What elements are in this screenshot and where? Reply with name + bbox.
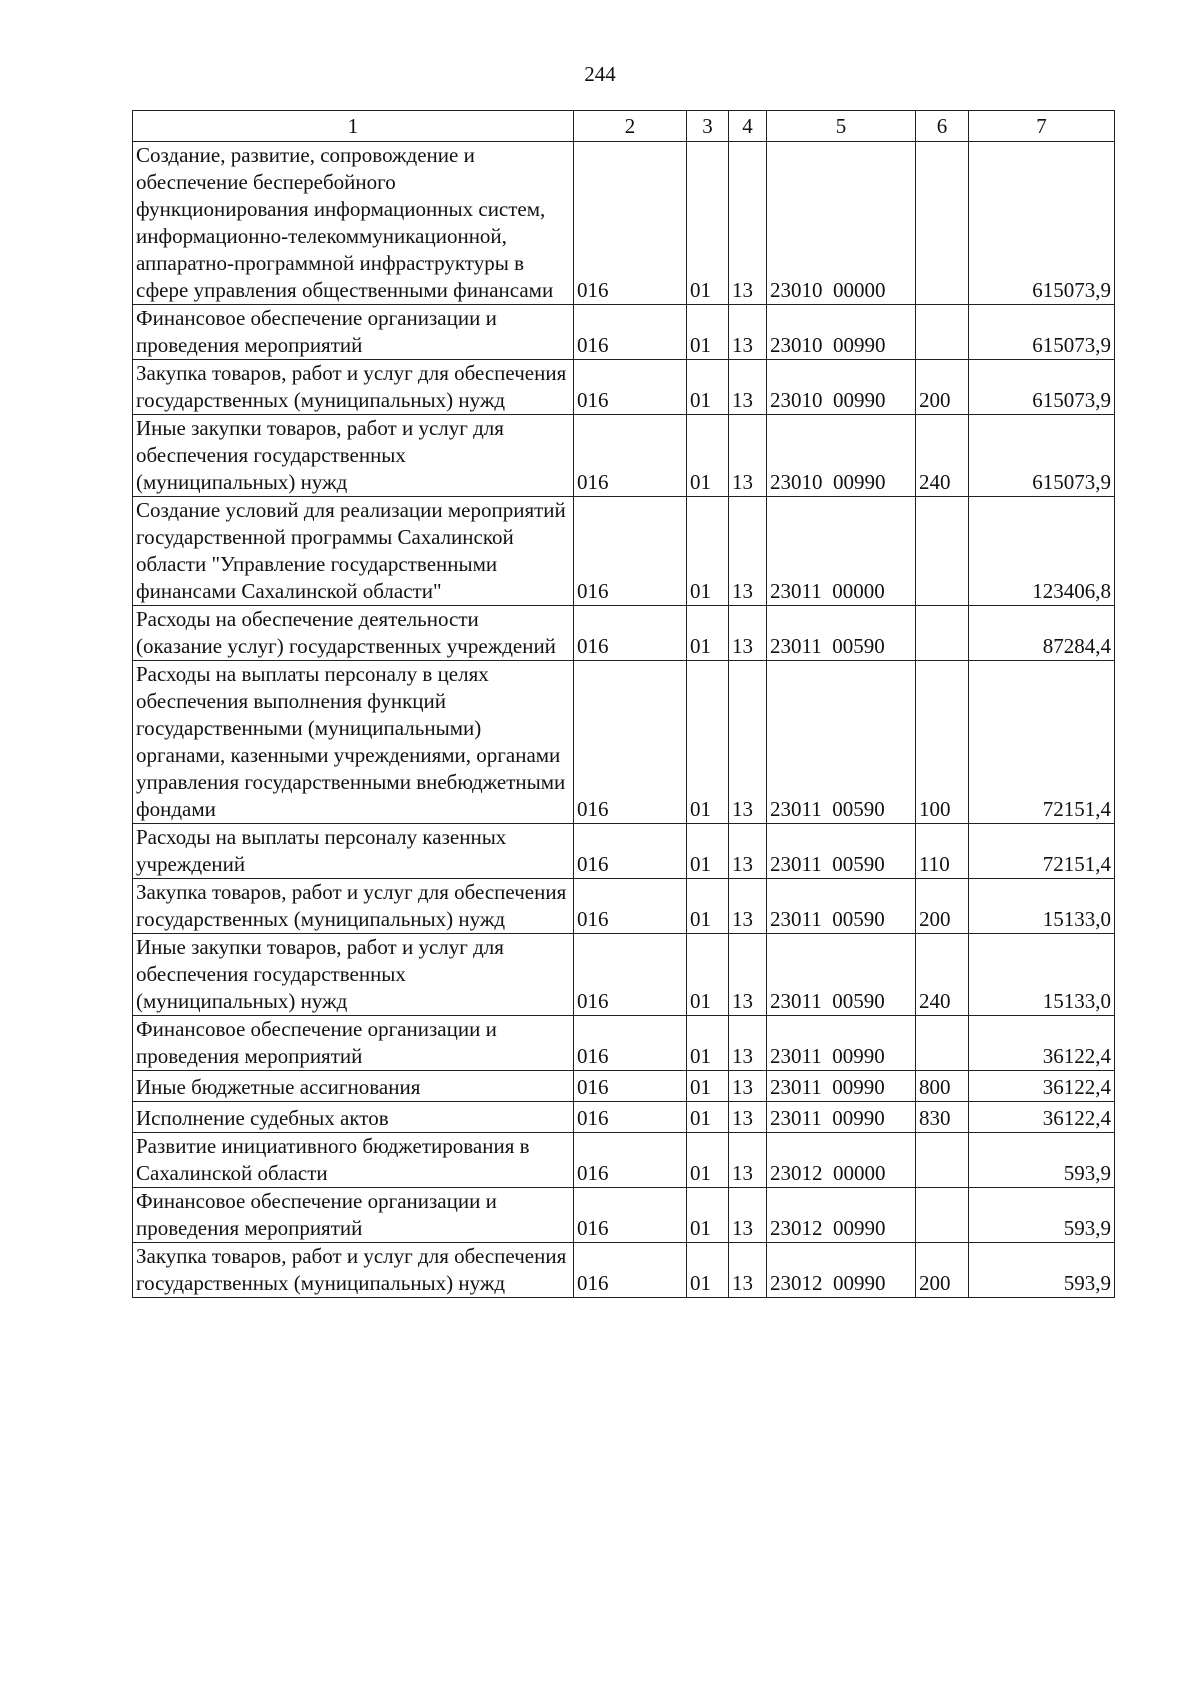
row-code-cell: 016 — [574, 415, 687, 497]
row-target-cell: 23010 00000 — [767, 142, 916, 305]
row-code-cell: 016 — [574, 934, 687, 1016]
row-section-cell: 01 — [687, 1071, 729, 1102]
header-col-7: 7 — [969, 111, 1115, 142]
row-name-cell: Иные бюджетные ассигнования — [133, 1071, 574, 1102]
row-subsection-cell: 13 — [729, 415, 767, 497]
table-row — [133, 305, 1115, 360]
row-type-cell: 110 — [916, 824, 969, 879]
row-target-cell: 23011 00990 — [767, 1071, 916, 1102]
table-row — [133, 1133, 1115, 1188]
row-section-cell: 01 — [687, 934, 729, 1016]
row-name-cell: Закупка товаров, работ и услуг для обеспечения государственных (муниципальных) нужд — [133, 879, 574, 934]
row-subsection-cell: 13 — [729, 879, 767, 934]
table-row — [133, 661, 1115, 824]
table-row — [133, 1071, 1115, 1102]
row-subsection-cell: 13 — [729, 360, 767, 415]
row-target-cell: 23010 00990 — [767, 415, 916, 497]
row-code-cell: 016 — [574, 142, 687, 305]
row-type-cell — [916, 497, 969, 606]
row-type-cell — [916, 142, 969, 305]
row-target-cell: 23010 00990 — [767, 305, 916, 360]
table-row — [133, 497, 1115, 606]
table-row — [133, 1016, 1115, 1071]
row-amount-cell: 36122,4 — [969, 1016, 1115, 1071]
row-code-cell: 016 — [574, 606, 687, 661]
row-subsection-cell: 13 — [729, 934, 767, 1016]
row-amount-cell: 72151,4 — [969, 824, 1115, 879]
row-amount-cell: 15133,0 — [969, 934, 1115, 1016]
table-row — [133, 142, 1115, 305]
row-subsection-cell: 13 — [729, 661, 767, 824]
row-section-cell: 01 — [687, 661, 729, 824]
row-target-cell: 23011 00590 — [767, 661, 916, 824]
table-row — [133, 1243, 1115, 1298]
row-name-cell: Иные закупки товаров, работ и услуг для обеспечения государственных (муниципальных) нужд — [133, 934, 574, 1016]
page-number: 244 — [584, 62, 616, 86]
header-col-3: 3 — [687, 111, 729, 142]
row-name-cell: Финансовое обеспечение организации и проведения мероприятий — [133, 1188, 574, 1243]
table-row — [133, 415, 1115, 497]
table-row — [133, 360, 1115, 415]
row-name-cell: Финансовое обеспечение организации и проведения мероприятий — [133, 305, 574, 360]
row-type-cell — [916, 305, 969, 360]
row-section-cell: 01 — [687, 606, 729, 661]
table-header-row — [133, 111, 1115, 142]
row-code-cell: 016 — [574, 305, 687, 360]
table-row — [133, 879, 1115, 934]
row-subsection-cell: 13 — [729, 1243, 767, 1298]
row-type-cell — [916, 1016, 969, 1071]
row-type-cell — [916, 606, 969, 661]
row-subsection-cell: 13 — [729, 1188, 767, 1243]
row-code-cell: 016 — [574, 497, 687, 606]
row-code-cell: 016 — [574, 1071, 687, 1102]
row-subsection-cell: 13 — [729, 142, 767, 305]
row-section-cell: 01 — [687, 415, 729, 497]
row-name-cell: Развитие инициативного бюджетирования в Сахалинской области — [133, 1133, 574, 1188]
row-subsection-cell: 13 — [729, 1133, 767, 1188]
table-row — [133, 606, 1115, 661]
row-name-cell: Расходы на обеспечение деятельности (оказание услуг) государственных учреждений — [133, 606, 574, 661]
row-subsection-cell: 13 — [729, 824, 767, 879]
row-name-cell: Закупка товаров, работ и услуг для обеспечения государственных (муниципальных) нужд — [133, 360, 574, 415]
row-type-cell: 200 — [916, 360, 969, 415]
row-target-cell: 23011 00590 — [767, 879, 916, 934]
row-subsection-cell: 13 — [729, 497, 767, 606]
row-subsection-cell: 13 — [729, 606, 767, 661]
row-amount-cell: 36122,4 — [969, 1071, 1115, 1102]
row-code-cell: 016 — [574, 661, 687, 824]
row-target-cell: 23012 00000 — [767, 1133, 916, 1188]
row-target-cell: 23011 00990 — [767, 1102, 916, 1133]
row-type-cell — [916, 1188, 969, 1243]
row-name-cell: Иные закупки товаров, работ и услуг для обеспечения государственных (муниципальных) нужд — [133, 415, 574, 497]
table-row — [133, 824, 1115, 879]
row-section-cell: 01 — [687, 1243, 729, 1298]
row-subsection-cell: 13 — [729, 1071, 767, 1102]
table-row — [133, 1188, 1115, 1243]
row-type-cell: 830 — [916, 1102, 969, 1133]
row-type-cell — [916, 1133, 969, 1188]
row-code-cell: 016 — [574, 1243, 687, 1298]
row-type-cell: 800 — [916, 1071, 969, 1102]
budget-table — [132, 110, 1115, 1298]
row-section-cell: 01 — [687, 824, 729, 879]
row-target-cell: 23011 00990 — [767, 1016, 916, 1071]
row-section-cell: 01 — [687, 879, 729, 934]
row-type-cell: 100 — [916, 661, 969, 824]
row-name-cell: Исполнение судебных актов — [133, 1102, 574, 1133]
row-section-cell: 01 — [687, 497, 729, 606]
header-col-4: 4 — [729, 111, 767, 142]
row-amount-cell: 615073,9 — [969, 305, 1115, 360]
table-row — [133, 1102, 1115, 1133]
row-section-cell: 01 — [687, 360, 729, 415]
row-section-cell: 01 — [687, 1188, 729, 1243]
row-type-cell: 200 — [916, 1243, 969, 1298]
row-target-cell: 23011 00590 — [767, 934, 916, 1016]
row-name-cell: Создание, развитие, сопровождение и обеспечение бесперебойного функционирования информационных систем, информационно-телекоммуникационной, аппаратно-программной инфраструктуры в сфере управления общественными финансами — [133, 142, 574, 305]
row-name-cell: Расходы на выплаты персоналу в целях обеспечения выполнения функций государственными (муниципальными) органами, казенными учреждениями, органами управления государственными внебюджетными фондами — [133, 661, 574, 824]
row-code-cell: 016 — [574, 824, 687, 879]
row-amount-cell: 72151,4 — [969, 661, 1115, 824]
row-type-cell: 240 — [916, 934, 969, 1016]
row-subsection-cell: 13 — [729, 1102, 767, 1133]
header-col-5: 5 — [767, 111, 916, 142]
row-target-cell: 23012 00990 — [767, 1243, 916, 1298]
row-code-cell: 016 — [574, 1133, 687, 1188]
row-section-cell: 01 — [687, 142, 729, 305]
header-col-6: 6 — [916, 111, 969, 142]
row-target-cell: 23011 00590 — [767, 824, 916, 879]
row-amount-cell: 615073,9 — [969, 360, 1115, 415]
row-amount-cell: 593,9 — [969, 1188, 1115, 1243]
header-col-2: 2 — [574, 111, 687, 142]
row-name-cell: Создание условий для реализации мероприятий государственной программы Сахалинской области "Управление государственными финансами Сахалинской области" — [133, 497, 574, 606]
row-amount-cell: 87284,4 — [969, 606, 1115, 661]
row-section-cell: 01 — [687, 1016, 729, 1071]
row-amount-cell: 123406,8 — [969, 497, 1115, 606]
row-name-cell: Финансовое обеспечение организации и проведения мероприятий — [133, 1016, 574, 1071]
row-section-cell: 01 — [687, 1102, 729, 1133]
row-type-cell: 200 — [916, 879, 969, 934]
row-amount-cell: 615073,9 — [969, 142, 1115, 305]
header-col-1: 1 — [133, 111, 574, 142]
row-code-cell: 016 — [574, 879, 687, 934]
row-target-cell: 23011 00590 — [767, 606, 916, 661]
row-section-cell: 01 — [687, 305, 729, 360]
row-code-cell: 016 — [574, 1016, 687, 1071]
row-target-cell: 23012 00990 — [767, 1188, 916, 1243]
row-section-cell: 01 — [687, 1133, 729, 1188]
row-subsection-cell: 13 — [729, 305, 767, 360]
row-type-cell: 240 — [916, 415, 969, 497]
row-code-cell: 016 — [574, 1188, 687, 1243]
row-name-cell: Закупка товаров, работ и услуг для обеспечения государственных (муниципальных) нужд — [133, 1243, 574, 1298]
table-row — [133, 934, 1115, 1016]
row-amount-cell: 593,9 — [969, 1243, 1115, 1298]
row-amount-cell: 615073,9 — [969, 415, 1115, 497]
row-code-cell: 016 — [574, 1102, 687, 1133]
row-subsection-cell: 13 — [729, 1016, 767, 1071]
row-amount-cell: 15133,0 — [969, 879, 1115, 934]
row-target-cell: 23011 00000 — [767, 497, 916, 606]
row-amount-cell: 36122,4 — [969, 1102, 1115, 1133]
row-name-cell: Расходы на выплаты персоналу казенных учреждений — [133, 824, 574, 879]
row-code-cell: 016 — [574, 360, 687, 415]
row-target-cell: 23010 00990 — [767, 360, 916, 415]
row-amount-cell: 593,9 — [969, 1133, 1115, 1188]
